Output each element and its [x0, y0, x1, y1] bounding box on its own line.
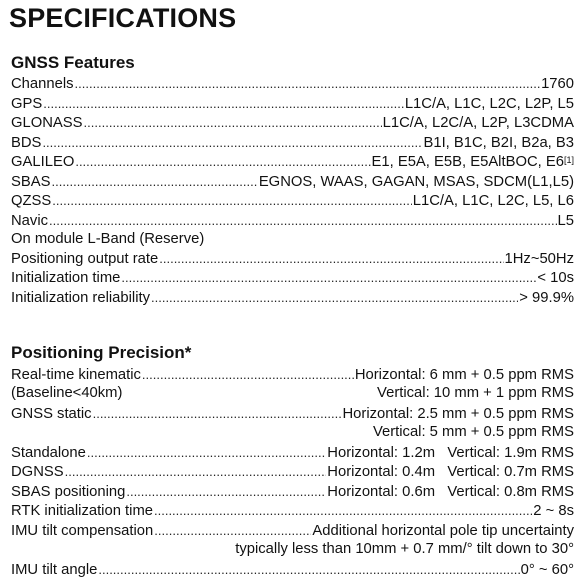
spec-value: EGNOS, WAAS, GAGAN, MSAS, SDCM(L1,L5) — [258, 174, 574, 190]
leader-dots — [154, 501, 532, 520]
spec-value: L1C/A, L2C/A, L2P, L3CDMA — [382, 115, 574, 131]
leader-dots — [93, 404, 342, 423]
leader-dots — [121, 268, 536, 287]
leader-dots — [49, 211, 557, 230]
spec-value: Horizontal: 1.2m Vertical: 1.9m RMS — [327, 445, 574, 461]
leader-dots — [98, 560, 519, 579]
spec-label: GLONASS — [11, 115, 83, 131]
spec-value: Horizontal: 6 mm + 0.5 ppm RMS — [354, 367, 574, 383]
spec-row-gps — [11, 94, 574, 113]
spec-label: GALILEO — [11, 154, 75, 170]
spec-row-imu-tilt-compensation — [11, 521, 574, 540]
spec-label: Standalone — [11, 445, 86, 461]
spec-row-baseline — [11, 384, 574, 403]
spec-value: L5 — [557, 213, 574, 229]
spec-value: Horizontal: 0.6m Vertical: 0.8m RMS — [327, 484, 574, 500]
spec-row-glonass — [11, 113, 574, 132]
spec-row-rtk-init-time — [11, 501, 574, 520]
spec-label: IMU tilt angle — [11, 562, 98, 578]
leader-dots — [75, 152, 370, 171]
spec-row-qzss — [11, 191, 574, 210]
spec-row-standalone — [11, 443, 574, 462]
page-title: SPECIFICATIONS — [9, 3, 237, 33]
leader-dots — [43, 94, 404, 113]
spec-label: BDS — [11, 135, 42, 151]
spec-row-dgnss — [11, 462, 574, 481]
spec-row-sbas — [11, 172, 574, 191]
leader-dots — [42, 133, 422, 152]
spec-value: 2 ~ 8s — [533, 503, 574, 519]
gnss-features-heading: GNSS Features — [11, 53, 135, 72]
spec-label: IMU tilt compensation — [11, 523, 154, 539]
spec-value: Horizontal: 0.4m Vertical: 0.7m RMS — [327, 464, 574, 480]
spec-label: (Baseline<40km) — [11, 385, 123, 401]
spec-label: SBAS — [11, 174, 51, 190]
spec-value: Vertical: 5 mm + 0.5 ppm RMS — [372, 424, 574, 440]
spec-label: Initialization time — [11, 270, 121, 286]
spec-row-imu-tilt-angle — [11, 560, 574, 579]
spec-label: Channels — [11, 76, 74, 92]
spec-value: 1760 — [541, 76, 574, 92]
leader-dots — [51, 172, 257, 191]
spec-row-channels — [11, 74, 574, 93]
footnote-marker: [1] — [563, 155, 574, 165]
leader-dots — [87, 443, 326, 462]
spec-label: On module L-Band (Reserve) — [11, 231, 205, 247]
leader-dots — [151, 288, 518, 307]
spec-value: 1Hz~50Hz — [504, 251, 574, 267]
spec-value: B1I, B1C, B2I, B2a, B3 — [423, 135, 574, 151]
spec-value: Vertical: 10 mm + 1 ppm RMS — [377, 385, 574, 401]
leader-dots — [154, 521, 311, 540]
spec-row-rtk — [11, 365, 574, 384]
spec-label: Initialization reliability — [11, 290, 150, 306]
spec-value: Horizontal: 2.5 mm + 0.5 ppm RMS — [342, 406, 574, 422]
leader-dots — [52, 191, 411, 210]
leader-dots — [84, 113, 382, 132]
spec-row-galileo — [11, 152, 574, 171]
spec-row-sbas-positioning — [11, 482, 574, 501]
spec-label: SBAS positioning — [11, 484, 126, 500]
spec-row-gnss-static-vertical — [11, 423, 574, 442]
spec-label: DGNSS — [11, 464, 64, 480]
leader-dots — [159, 249, 503, 268]
spec-row-gnss-static — [11, 404, 574, 423]
spec-row-imu-tilt-compensation-cont — [11, 540, 574, 559]
spec-label: QZSS — [11, 193, 52, 209]
spec-value: > 99.9% — [519, 290, 574, 306]
spec-value — [372, 153, 574, 172]
spec-row-lband — [11, 230, 574, 249]
spec-label: GNSS static — [11, 406, 92, 422]
spec-label: Positioning output rate — [11, 251, 159, 267]
spec-row-output-rate — [11, 249, 574, 268]
spec-row-init-reliability — [11, 288, 574, 307]
spec-label: GPS — [11, 96, 43, 112]
positioning-precision-heading: Positioning Precision* — [11, 343, 192, 362]
leader-dots — [65, 462, 327, 481]
spec-row-navic — [11, 211, 574, 230]
leader-dots — [142, 365, 354, 384]
spec-label: Navic — [11, 213, 48, 229]
spec-value-text: E1, E5A, E5B, E5AltBOC, E6 — [371, 154, 564, 170]
leader-dots — [126, 482, 326, 501]
spec-value: Additional horizontal pole tip uncertainty — [312, 523, 574, 539]
spec-row-bds — [11, 133, 574, 152]
spec-value: < 10s — [537, 270, 574, 286]
spec-label: Real-time kinematic — [11, 367, 141, 383]
spec-value: L1C/A, L1C, L2C, L5, L6 — [412, 193, 574, 209]
spec-value: typically less than 10mm + 0.7 mm/° tilt down to 30° — [235, 541, 574, 557]
spec-row-init-time — [11, 268, 574, 287]
leader-dots — [75, 74, 541, 93]
spec-value: L1C/A, L1C, L2C, L2P, L5 — [404, 96, 574, 112]
spec-label: RTK initialization time — [11, 503, 153, 519]
spec-value: 0° ~ 60° — [520, 562, 574, 578]
